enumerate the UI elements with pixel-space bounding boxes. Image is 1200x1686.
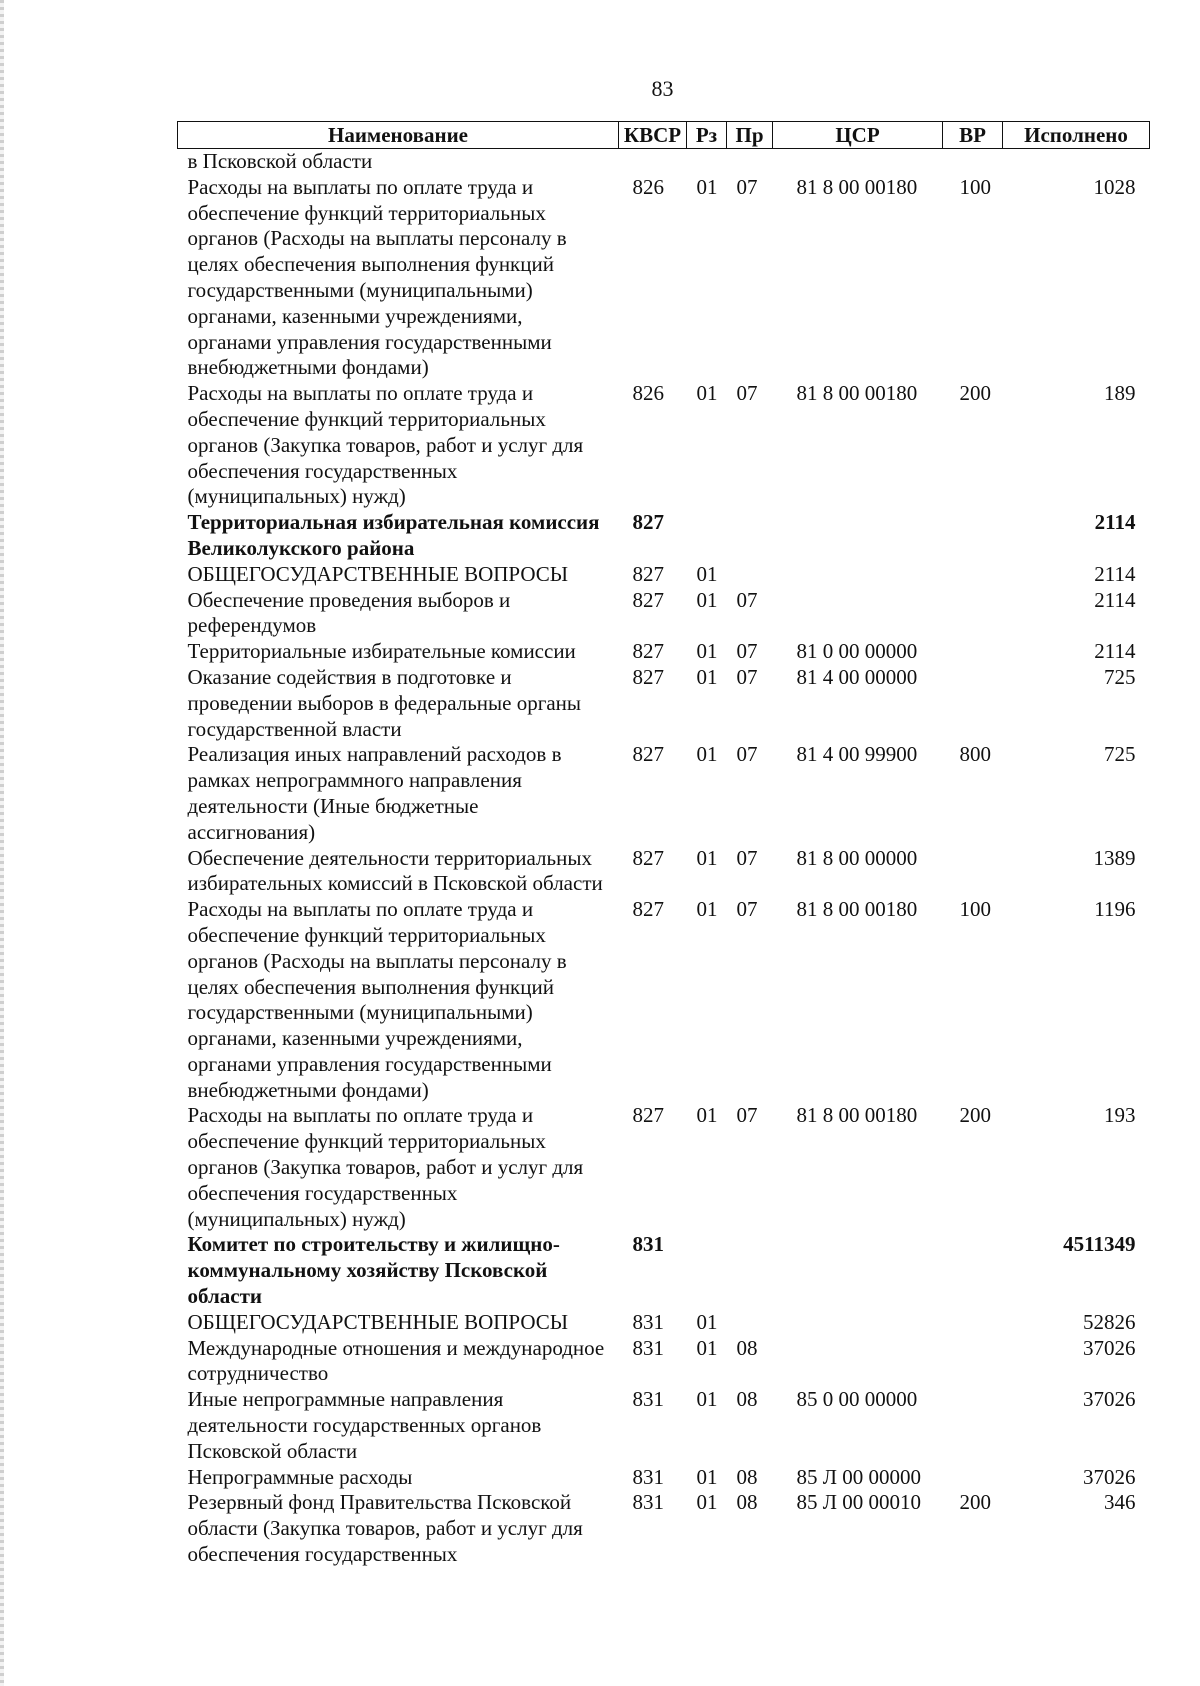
row-done: 52826 bbox=[1083, 1309, 1136, 1334]
row-done: 193 bbox=[1104, 1103, 1136, 1128]
row-vr: 800 bbox=[959, 742, 991, 767]
row-name: Расходы на выплаты по оплате труда и обеспечение функций территориальных органов (Расходы на выплаты персоналу в целях обеспечения выполнения функций государственными (муниципальными) органами, казенными учреждениями, органами управления государственными внебюджетными фондами) bbox=[187, 897, 567, 1102]
row-pr bbox=[727, 562, 773, 588]
row-kvsr: 831 bbox=[632, 1309, 664, 1334]
table-row bbox=[178, 175, 1150, 381]
row-done: 189 bbox=[1104, 381, 1136, 406]
row-pr: 08 bbox=[736, 1335, 758, 1360]
row-vr: 200 bbox=[959, 381, 991, 406]
row-rz: 01 bbox=[696, 1103, 718, 1128]
row-name: Оказание содействия в подготовке и проведении выборов в федеральные органы государственной власти bbox=[187, 664, 582, 741]
row-rz: 01 bbox=[696, 1309, 718, 1334]
table-row bbox=[178, 562, 1150, 588]
row-kvsr: 827 bbox=[632, 561, 664, 586]
row-kvsr: 827 bbox=[632, 897, 664, 922]
header-done: Исполнено bbox=[1003, 122, 1150, 149]
table-row bbox=[178, 742, 1150, 845]
row-rz: 01 bbox=[696, 1387, 718, 1412]
row-name: Расходы на выплаты по оплате труда и обеспечение функций территориальных органов (Закупка товаров, работ и услуг для обеспечения государственных (муниципальных) нужд) bbox=[187, 381, 584, 509]
row-pr: 07 bbox=[736, 639, 758, 664]
scan-edge bbox=[0, 0, 4, 1686]
row-name: ОБЩЕГОСУДАРСТВЕННЫЕ ВОПРОСЫ bbox=[187, 1309, 569, 1334]
row-done: 2114 bbox=[1094, 561, 1136, 586]
row-done: 725 bbox=[1104, 742, 1136, 767]
row-done: 2114 bbox=[1094, 510, 1136, 535]
row-csr: 85 Л 00 00010 bbox=[796, 1490, 921, 1515]
row-done: 4511349 bbox=[1063, 1232, 1136, 1257]
row-kvsr: 831 bbox=[632, 1490, 664, 1515]
row-name: в Псковской области bbox=[187, 149, 373, 173]
row-csr: 81 0 00 00000 bbox=[796, 639, 918, 664]
row-done: 37026 bbox=[1083, 1387, 1136, 1412]
table-row bbox=[178, 381, 1150, 510]
row-done: 1389 bbox=[1093, 845, 1136, 870]
row-vr: 100 bbox=[959, 897, 991, 922]
row-name: Непрограммные расходы bbox=[187, 1464, 413, 1489]
row-vr bbox=[943, 588, 1003, 640]
row-done: 725 bbox=[1104, 664, 1136, 689]
row-kvsr: 827 bbox=[632, 1103, 664, 1128]
row-done: 346 bbox=[1104, 1490, 1136, 1515]
row-done bbox=[1003, 149, 1150, 175]
table-header-row bbox=[178, 122, 1150, 149]
row-rz: 01 bbox=[696, 561, 718, 586]
row-pr: 07 bbox=[736, 381, 758, 406]
row-rz: 01 bbox=[696, 639, 718, 664]
row-rz: 01 bbox=[696, 1490, 718, 1515]
row-csr: 81 8 00 00180 bbox=[796, 381, 918, 406]
row-rz: 01 bbox=[696, 587, 718, 612]
row-csr: 81 8 00 00180 bbox=[796, 1103, 918, 1128]
row-kvsr: 831 bbox=[632, 1335, 664, 1360]
row-kvsr: 831 bbox=[632, 1387, 664, 1412]
table-row bbox=[178, 1310, 1150, 1336]
table-row bbox=[178, 897, 1150, 1103]
header-pr: Пр bbox=[727, 122, 773, 149]
row-vr: 100 bbox=[959, 174, 991, 199]
row-name: ОБЩЕГОСУДАРСТВЕННЫЕ ВОПРОСЫ bbox=[187, 561, 569, 586]
row-csr bbox=[773, 1232, 943, 1309]
row-vr bbox=[943, 149, 1003, 175]
row-name: Иные непрограммные направления деятельности государственных органов Псковской области bbox=[187, 1387, 542, 1463]
budget-table bbox=[177, 121, 1150, 1568]
table-row bbox=[178, 1465, 1150, 1491]
row-csr: 81 4 00 99900 bbox=[796, 742, 918, 767]
row-pr bbox=[727, 1232, 773, 1309]
table-row bbox=[178, 1490, 1150, 1567]
row-pr: 07 bbox=[736, 742, 758, 767]
header-rz: Рз bbox=[687, 122, 727, 149]
row-name: Обеспечение деятельности территориальных избирательных комиссий в Псковской области bbox=[187, 845, 603, 896]
row-csr bbox=[773, 562, 943, 588]
row-vr bbox=[943, 1232, 1003, 1309]
row-name: Территориальная избирательная комиссия Великолукского района bbox=[187, 510, 600, 560]
row-pr: 07 bbox=[736, 897, 758, 922]
table-row bbox=[178, 639, 1150, 665]
row-pr: 08 bbox=[736, 1490, 758, 1515]
table-row bbox=[178, 1232, 1150, 1309]
row-kvsr: 831 bbox=[632, 1232, 664, 1257]
table-row bbox=[178, 1387, 1150, 1464]
row-csr: 81 8 00 00000 bbox=[796, 845, 918, 870]
table-row bbox=[178, 665, 1150, 742]
row-vr bbox=[943, 562, 1003, 588]
header-csr: ЦСР bbox=[773, 122, 943, 149]
row-name: Обеспечение проведения выборов и референдумов bbox=[187, 587, 511, 638]
row-pr: 08 bbox=[736, 1387, 758, 1412]
row-csr bbox=[773, 588, 943, 640]
row-vr bbox=[943, 639, 1003, 665]
row-csr: 81 4 00 00000 bbox=[796, 664, 918, 689]
row-csr bbox=[773, 149, 943, 175]
row-kvsr: 831 bbox=[632, 1464, 664, 1489]
row-rz: 01 bbox=[696, 845, 718, 870]
row-pr: 07 bbox=[736, 845, 758, 870]
table-row bbox=[178, 149, 1150, 175]
table-body bbox=[178, 149, 1150, 1568]
row-vr bbox=[943, 1387, 1003, 1464]
row-vr bbox=[943, 1336, 1003, 1388]
table-row bbox=[178, 588, 1150, 640]
row-kvsr: 827 bbox=[632, 639, 664, 664]
row-vr bbox=[943, 846, 1003, 898]
row-rz bbox=[687, 149, 727, 175]
row-done: 1196 bbox=[1094, 897, 1136, 922]
row-pr: 07 bbox=[736, 1103, 758, 1128]
row-pr: 07 bbox=[736, 174, 758, 199]
row-vr bbox=[943, 1465, 1003, 1491]
row-rz: 01 bbox=[696, 174, 718, 199]
row-csr bbox=[773, 1336, 943, 1388]
row-csr: 85 Л 00 00000 bbox=[796, 1464, 921, 1489]
table-row bbox=[178, 1336, 1150, 1388]
row-pr bbox=[727, 149, 773, 175]
row-vr: 200 bbox=[959, 1103, 991, 1128]
row-pr: 08 bbox=[736, 1464, 758, 1489]
table-row bbox=[178, 510, 1150, 562]
row-name: Расходы на выплаты по оплате труда и обеспечение функций территориальных органов (Расходы на выплаты персоналу в целях обеспечения выполнения функций государственными (муниципальными) органами, казенными учреждениями, органами управления государственными внебюджетными фондами) bbox=[187, 174, 567, 380]
row-done: 1028 bbox=[1093, 174, 1136, 199]
row-rz bbox=[687, 1232, 727, 1309]
row-vr bbox=[943, 510, 1003, 562]
row-kvsr: 827 bbox=[632, 664, 664, 689]
row-vr bbox=[943, 1310, 1003, 1336]
row-rz bbox=[687, 510, 727, 562]
row-kvsr: 826 bbox=[632, 381, 664, 406]
row-name: Расходы на выплаты по оплате труда и обеспечение функций территориальных органов (Закупка товаров, работ и услуг для обеспечения государственных (муниципальных) нужд) bbox=[187, 1103, 584, 1231]
row-name: Реализация иных направлений расходов в рамках непрограммного направления деятельности (Иные бюджетные ассигнования) bbox=[187, 742, 562, 844]
row-done: 2114 bbox=[1094, 587, 1136, 612]
row-done: 37026 bbox=[1083, 1464, 1136, 1489]
row-csr: 85 0 00 00000 bbox=[796, 1387, 918, 1412]
row-done: 2114 bbox=[1094, 639, 1136, 664]
row-csr bbox=[773, 510, 943, 562]
header-name: Наименование bbox=[178, 122, 619, 149]
row-rz: 01 bbox=[696, 381, 718, 406]
row-pr: 07 bbox=[736, 587, 758, 612]
row-rz: 01 bbox=[696, 1335, 718, 1360]
row-pr bbox=[727, 510, 773, 562]
row-csr: 81 8 00 00180 bbox=[796, 897, 918, 922]
row-pr: 07 bbox=[736, 664, 758, 689]
row-vr bbox=[943, 665, 1003, 742]
row-kvsr: 827 bbox=[632, 845, 664, 870]
row-name: Территориальные избирательные комиссии bbox=[187, 639, 576, 664]
row-csr bbox=[773, 1310, 943, 1336]
row-kvsr: 827 bbox=[632, 742, 664, 767]
page-number: 83 bbox=[651, 76, 674, 101]
row-kvsr: 827 bbox=[632, 510, 664, 535]
row-kvsr: 827 bbox=[632, 587, 664, 612]
table-row bbox=[178, 1103, 1150, 1232]
row-kvsr bbox=[619, 149, 687, 175]
row-name: Международные отношения и международное сотрудничество bbox=[187, 1335, 605, 1386]
row-kvsr: 826 bbox=[632, 174, 664, 199]
header-vr: ВР bbox=[943, 122, 1003, 149]
row-rz: 01 bbox=[696, 897, 718, 922]
row-rz: 01 bbox=[696, 742, 718, 767]
header-kvsr: КВСР bbox=[619, 122, 687, 149]
row-rz: 01 bbox=[696, 1464, 718, 1489]
row-name: Комитет по строительству и жилищно-коммунальному хозяйству Псковской области bbox=[187, 1232, 560, 1309]
table-row bbox=[178, 846, 1150, 898]
row-csr: 81 8 00 00180 bbox=[796, 174, 918, 199]
row-rz: 01 bbox=[696, 664, 718, 689]
row-name: Резервный фонд Правительства Псковской области (Закупка товаров, работ и услуг для обеспечения государственных bbox=[187, 1490, 583, 1567]
row-pr bbox=[727, 1310, 773, 1336]
row-done: 37026 bbox=[1083, 1335, 1136, 1360]
row-vr: 200 bbox=[959, 1490, 991, 1515]
